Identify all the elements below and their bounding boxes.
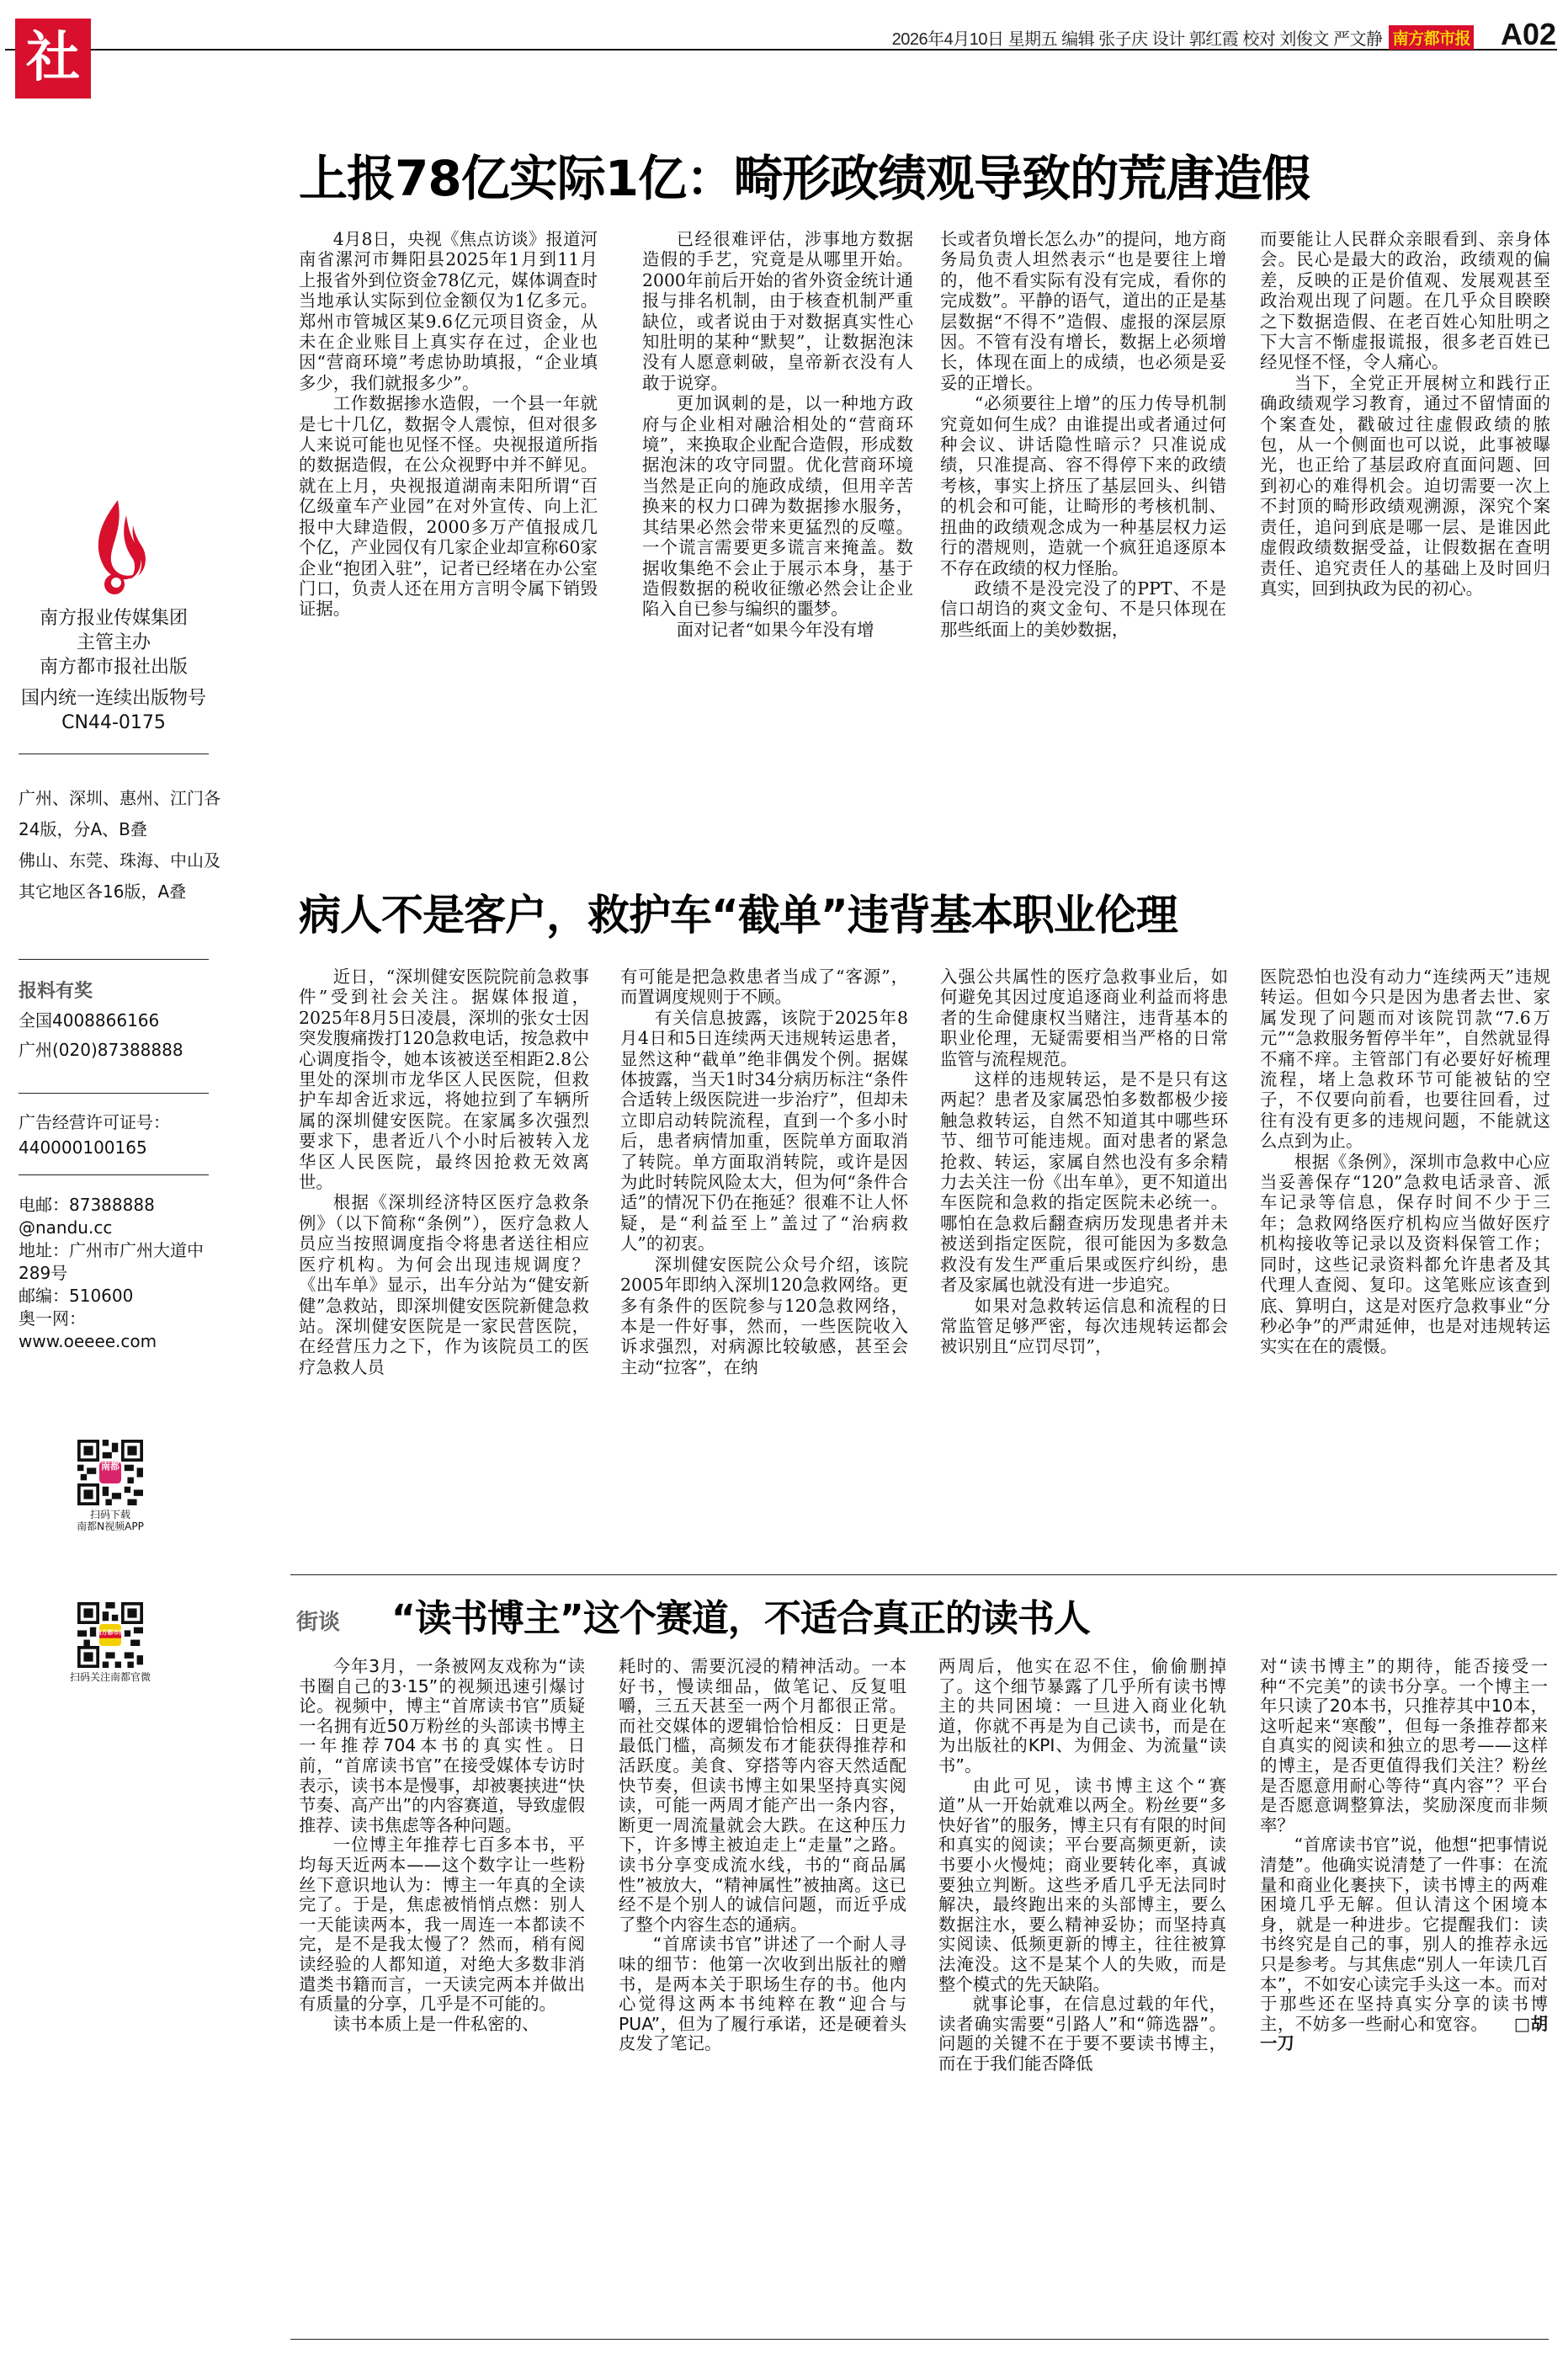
article-divider [290, 1574, 1557, 1575]
article2-col [940, 967, 1228, 1357]
paragraph: 政绩不是没完没了的PPT、不是信口胡诌的爽文金句、不是只体现在那些纸面上的美妙数据， [940, 578, 1226, 640]
paragraph: “首席读书官”说，他想“把事情说清楚”。他确实说清楚了一件事：在流量和商业化裹挟下，读书博主的两难困境几乎无解。但认清这个困境本身，就是一种进步。它提醒我们：读书终究是自己的事，别人的推荐永远只是参考。与其焦虑“别人一年读几百本”，不如安心读完手头这一本。而对于那些还在坚持真实分享的读书博主，不妨多一些耐心和宽容。 □胡一刀 [1260, 1835, 1549, 2054]
paragraph: 有可能是把急救患者当成了“客源”，而置调度规则于不顾。 [620, 967, 908, 1008]
brand-logo: 南方都市报 [1389, 25, 1474, 50]
article3-col [1260, 1657, 1548, 2054]
qr-caption-line: 扫码下载 [89, 1509, 130, 1521]
contact-info [19, 1194, 221, 1353]
paragraph: 更加讽刺的是，以一种地方政府与企业相对融洽相处的“营商环境”，来换取企业配合造假，形成数据泡沫的攻守同盟。优化营商环境当然是正向的施政成绩，但用辛苦换来的权力口碑为数据掺水服务，其结果必然会带来更猛烈的反噬。一个谎言需要更多谎言来掩盖。数据收集绝不会止于展示本身，基于造假数据的税收征缴必然会让企业陷入自已参与编织的噩梦。 [642, 393, 913, 620]
flame-logo-icon [84, 497, 151, 598]
publisher-info [17, 606, 210, 735]
paragraph: 两周后，他实在忍不住，偷偷删掉了。这个细节暴露了几乎所有读书博主的共同困境：一旦进入商业化轨道，你就不再是为自己读书，而是在为出版社的KPI、为佣金、为流量“读书”。 [938, 1656, 1226, 1776]
paragraph: 一位博主年推荐七百多本书，平均每天近两本——这个数字让一些粉丝下意识地认为：博主一年真的全读完了。于是，焦虑被悄悄点燃：别人一天能读两本，我一周连一本都读不完，是不是我太慢了？然而，稍有阅读经验的人都知道，对绝大多数非消遣类书籍而言，一天读完两本并做出有质量的分享，几乎是不可能的。 [299, 1835, 585, 2015]
paragraph: 就事论事，在信息过载的年代，读者确实需要“引路人”和“筛选器”。问题的关键不在于要不要读书博主，而在于我们能否降低 [938, 1994, 1226, 2074]
masthead-info [892, 25, 1474, 50]
author-byline: □胡一刀 [1260, 2013, 1549, 2054]
issue-credits: 2026年4月10日 星期五 编辑 张子庆 设计 郭红霞 校对 刘俊文 严文静 [891, 30, 1383, 49]
edition-line: 24版，分A、B叠 [19, 819, 147, 839]
paragraph: 而要能让人民群众亲眼看到、亲身体会。民心是最大的政治，政绩观的偏差，反映的正是价值观、发展观甚至政治观出现了问题。在几乎众目睽睽之下数据造假、在老百姓心知肚明之下大言不惭虚报谎报，很多老百姓已经见怪不怪，令人痛心。 [1260, 229, 1550, 373]
section-label: 社论 [15, 19, 91, 99]
paragraph: 面对记者“如果今年没有增 [676, 619, 874, 640]
paragraph: 深圳健安医院公众号介绍，该院2005年即纳入深圳120急救网络。更多有条件的医院参与120急救网络，本是一件好事，然而，一些医院收入诉求强烈，对病源比较敏感，甚至会主动“拉客”，在纳 [620, 1254, 908, 1377]
article3-headline: “读书博主”这个赛道，不适合真正的读书人 [391, 1597, 1090, 1640]
paragraph: “首席读书官”讲述了一个耐人寻味的细节：他第一次收到出版社的赠书，是两本关于职场生存的书。他内心觉得这两本书纯粹在教“迎合与PUA”，但为了履行承诺，还是硬着头皮发了笔记。 [619, 1934, 906, 2054]
editions-info [19, 783, 221, 908]
sidebar-divider [19, 1174, 209, 1175]
qr-app-caption [56, 1509, 165, 1532]
sidebar-divider [19, 1093, 209, 1094]
ad-license-label: 广告经营许可证号： [19, 1112, 170, 1132]
sidebar-divider [19, 959, 209, 960]
tips-title: 报料有奖 [19, 981, 93, 1002]
contact-line: 奥一网： [19, 1308, 86, 1329]
org-line: 主管主办 [76, 632, 151, 653]
tips-phone: 广州(020)87388888 [19, 1040, 183, 1060]
paragraph: 医院恐怕也没有动力“连续两天”违规转运。但如今只是因为患者去世、家属发现了问题而对该院罚款“7.6万元”“急救服务暂停半年”，自然就显得不痛不痒。主管部门有必要好好梳理流程，堵上急救环节可能被钻的空子，不仅要向前看，也要往回看，过往有没有更多的违规问题，不能就这么点到为止。 [1260, 967, 1550, 1152]
article2-headline: 病人不是客户，救护车“截单”违背基本职业伦理 [299, 891, 1177, 940]
article1-col [1260, 229, 1550, 599]
paragraph: 对“读书博主”的期待，能否接受一种“不完美”的读书分享。一个博主一年只读了20本书，只推荐其中10本，这听起来“寒酸”，但每一条推荐都来自真实的阅读和独立的思考——这样的博主，是否更值得我们关注？粉丝是否愿意用耐心等待“真内容”？平台是否愿意调整算法，奖励深度而非频率？ [1260, 1656, 1548, 1835]
article1-col [940, 229, 1226, 640]
contact-line: 地址：广州市广州大道中 [19, 1240, 204, 1260]
edition-line: 其它地区各16版，A叠 [19, 881, 187, 902]
qr-weibo-caption: 扫码关注南都官微 [69, 1671, 151, 1683]
paragraph: 长或者负增长怎么办”的提问，地方商务局负责人坦然表示“也是要往上增的，他不看实际有没有完成，看你的完成数”。平静的语气，道出的正是基层数据“不得不”造假、虚报的深层原因。不管有没有增长，数据上必须增长，体现在面上的成绩，也必须是妥妥的正增长。 [940, 229, 1226, 393]
paragraph: 近日，“深圳健安医院院前急救事件”受到社会关注。据媒体报道，2025年8月5日凌晨，深圳的张女士因突发腹痛拨打120急救电话，按急救中心调度指令，她本该被送至相距2.8公里处的深圳市龙华区人民医院，但救护车却舍近求远，将她拉到了车辆所属的深圳健安医院。在家属多次强烈要求下，患者近八个小时后被转入龙华区人民医院，最终因抢救无效离世。 [299, 967, 589, 1193]
paragraph: 4月8日，央视《焦点访谈》报道河南省漯河市舞阳县2025年1月到11月上报省外到位资金78亿元，媒体调查时当地承认实际到位金额仅为1亿多元。郑州市管城区某9.6亿元项目资金，从未在企业账目上真实存在过，企业也因“营商环境”考虑协助填报，“企业填多少，我们就报多少”。 [299, 229, 598, 393]
paragraph: “必须要往上增”的压力传导机制究竟如何生成？由谁提出或者通过何种会议、讲话隐性暗示？只准说成绩，只准提高、容不得停下来的政绩考核，事实上挤压了基层回头、纠错的机会和可能，让畸形的考核机制、扭曲的政绩观念成为一种基层权力运行的潜规则，造就一个疯狂追逐原本不存在政绩的权力怪胎。 [940, 393, 1226, 578]
paragraph: 工作数据掺水造假，一个县一年就是七十几亿，数据令人震惊，但对很多人来说可能也见怪不怪。央视报道所指的数据造假，在公众视野中并不鲜见。就在上月，央视报道湖南耒阳所谓“百亿级童车产业园”在对外宣传、向上汇报中大肆造假，2000多万产值报成几个亿，产业园仅有几家企业却宣称60家企业“抱团入驻”，记者已经堵在办公室门口，负责人还在用方言明令属下销毁证据。 [299, 393, 598, 620]
paragraph: 如果对急救转运信息和流程的日常监管足够严密，每次违规转运都会被识别且“应罚尽罚”， [940, 1295, 1228, 1357]
qr-app-badge: 南都 [101, 1461, 120, 1472]
edition-line: 广州、深圳、惠州、江门各 [19, 788, 221, 808]
bottom-rule [290, 2339, 1549, 2340]
contact-line: 289号 [19, 1263, 68, 1283]
paragraph: 由此可见，读书博主这个“赛道”从一开始就难以两全。粉丝要“多快好省”的服务，博主只有有限的时间和真实的阅读；平台要高频更新，读书要小火慢炖；商业要转化率，真诚要独立判断。这些矛盾几乎无法同时解决，最终跑出来的头部博主，要么数据注水，要么精神妥协；而坚持真实阅读、低频更新的博主，往往被算法淹没。这不是某个人的失败，而是整个模式的先天缺陷。 [938, 1775, 1226, 1995]
org-line: 南方都市报社出版 [39, 657, 188, 678]
tips-info [19, 977, 221, 1065]
article1-col [299, 229, 598, 620]
qr-code-app-icon[interactable] [77, 1440, 143, 1505]
paragraph: 当下，全党正开展树立和践行正确政绩观学习教育，通过不留情面的个案查处，戳破过往虚假政绩的脓包，从一个侧面也可以说，此事被曝光，也正给了基层政府直面问题、回到初心的难得机会。迫切需要一次上不封顶的畸形政绩观溯源，深究个案责任，追问到底是哪一层、是谁因此虚假政绩数据受益，让假数据在查明责任、追究责任人的基础上及时回归真实，回到执政为民的初心。 [1260, 372, 1550, 599]
contact-line: @nandu.cc [19, 1217, 113, 1238]
article3-col [619, 1657, 906, 2054]
qr-weibo-badge: 南方都市报 [95, 1629, 125, 1636]
page-number: A02 [1500, 17, 1556, 51]
paragraph: 今年3月，一条被网友戏称为“读书圈自己的3·15”的视频迅速引爆讨论。视频中，博主“首席读书官”质疑一名拥有近50万粉丝的头部读书博主一年推荐704本书的真实性。日前，“首席读书官”在接受媒体专访时表示，读书本是慢事，却被裹挟进“快节奏、高产出”的内容赛道，导致虚假推荐、读书焦虑等各种问题。 [299, 1656, 585, 1835]
paragraph: 根据《深圳经济特区医疗急救条例》（以下简称“条例”），医疗急救人员应当按照调度指令将患者送往相应医疗机构。为何会出现违规调度？《出车单》显示，出车分站为“健安新健”急救站，即深圳健安医院新健急救站。深圳健安医院是一家民营医院，在经营压力之下，作为该院员工的医疗急救人员 [299, 1192, 589, 1377]
article2-col [620, 967, 908, 1377]
article1-col [642, 229, 913, 640]
tips-phone: 全国4008866166 [19, 1010, 160, 1031]
contact-line: 邮编：510600 [19, 1286, 134, 1306]
paragraph: 已经很难评估，涉事地方数据造假的手艺，究竟是从哪里开始。2000年前后开始的省外资金统计通报与排名机制，由于核查机制严重缺位，或者说由于对数据真实性心知肚明的某种“默契”，让数据泡沫没有人愿意刺破，皇帝新衣没有人敢于说穿。 [642, 229, 913, 393]
org-line: 南方报业传媒集团 [39, 608, 188, 629]
paragraph: 根据《条例》，深圳市急救中心应当妥善保存“120”急救电话录音、派车记录等信息，保存时间不少于三年；急救网络医疗机构应当做好医疗机构接收等记录以及资料保管工作；同时，这些记录资料都允许患者及其代理人查阅、复印。这笔账应该查到底、算明白，这是对医疗急救事业“分秒必争”的严肃延伸，也是对违规转运实实在在的震慑。 [1260, 1151, 1550, 1357]
ad-license-info [19, 1110, 221, 1160]
paragraph: 入强公共属性的医疗急救事业后，如何避免其因过度追逐商业利益而将患者的生命健康权当赌注，违背基本的职业伦理，无疑需要相当严格的日常监管与流程规范。 [940, 967, 1228, 1069]
paragraph: 有关信息披露，该院于2025年8月4日和5日连续两天违规转运患者，显然这种“截单”绝非偶发个例。据媒体披露，当天1时34分病历标注“条件合适转上级医院进一步治疗”，但却未立即启动转院流程，直到一个多小时后，患者病情加重，医院单方面取消了转院。单方面取消转院，或许是因为此时转院风险太大，但为何“条件合适”的情况下仍在拖延？很难不让人怀疑，是“利益至上”盖过了“治病救人”的初衷。 [620, 1007, 908, 1254]
contact-line: 电邮：87388888 [19, 1195, 155, 1215]
paragraph: 这样的违规转运，是不是只有这两起？患者及家属恐怕多数都极少接触急救转运，自然不知道其中哪些环节、细节可能违规。面对患者的紧急抢救、转运，家属自然也没有多余精力去关注一份《出车单》，更不知道出车医院和急救的指定医院未必统一。哪怕在急救后翻查病历发现患者并未被送到指定医院，很可能因为多数急救没有发生严重后果或医疗纠纷，患者及家属也就没有进一步追究。 [940, 1069, 1228, 1296]
article3-col [938, 1657, 1226, 2074]
edition-line: 佛山、东莞、珠海、中山及 [19, 850, 221, 871]
article3-col [299, 1657, 585, 2034]
paragraph: 耗时的、需要沉浸的精神活动。一本好书，慢读细品，做笔记、反复咀嚼，三五天甚至一两个月都很正常。而社交媒体的逻辑恰恰相反：日更是最低门槛，高频发布才能获得推荐和活跃度。美食、穿搭等内容天然适配快节奏，但读书博主如果坚持真实阅读，可能一两周才能产出一条内容，断更一周流量就会大跌。在这种压力下，许多博主被迫走上“走量”之路。读书分享变成流水线，书的“商品属性”被放大，“精神属性”被抽离。这已经不是个别人的诚信问题，而近乎成了整个内容生态的通病。 [619, 1656, 906, 1935]
column-tag: 街谈 [296, 1610, 341, 1635]
article1-headline: 上报78亿实际1亿：畸形政绩观导致的荒唐造假 [299, 150, 1310, 207]
qr-caption-line: 南都N视频APP [77, 1521, 144, 1532]
paragraph: 读书本质上是一件私密的、 [332, 2013, 539, 2034]
article2-col [1260, 967, 1550, 1357]
issn-number: CN44-0175 [61, 712, 166, 733]
ad-license-number: 440000100165 [19, 1137, 147, 1158]
issn-label: 国内统一连续出版物号 [20, 688, 206, 709]
article2-col [299, 967, 589, 1377]
website-link[interactable]: www.oeeee.com [19, 1331, 157, 1351]
